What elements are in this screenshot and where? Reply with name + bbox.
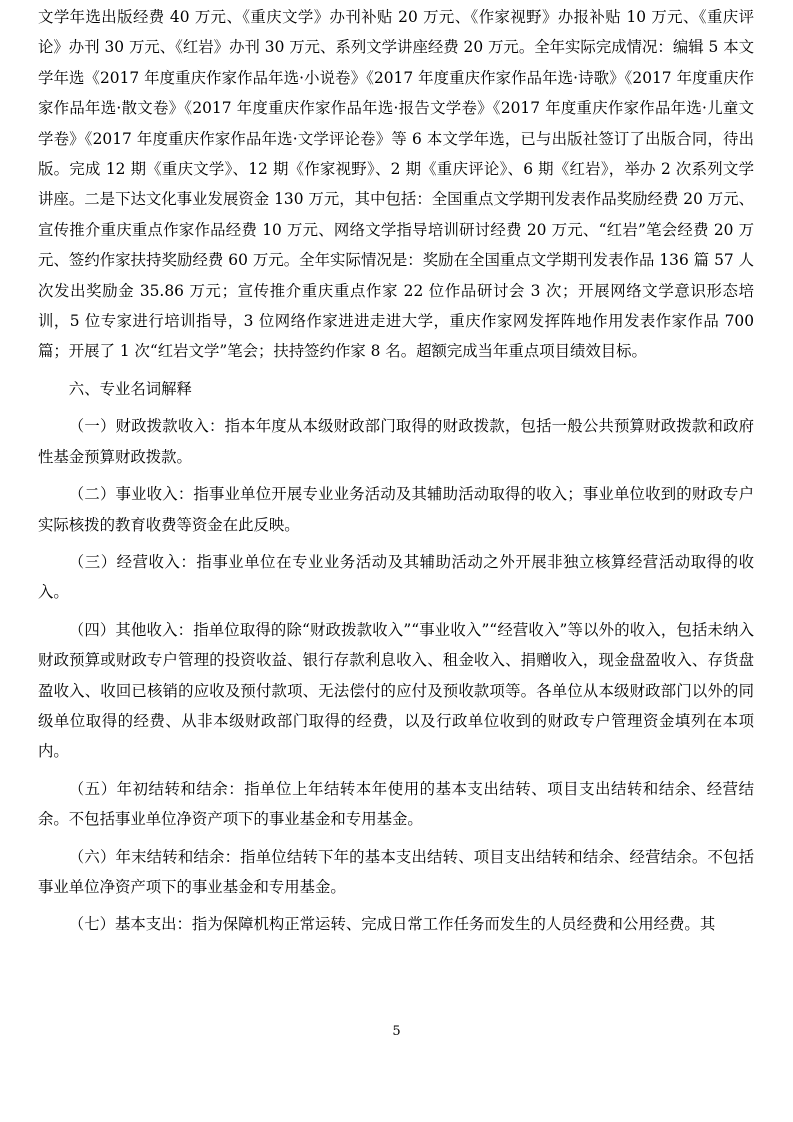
definition-paragraph-2: （二）事业收入：指事业单位开展专业业务活动及其辅助活动取得的收入；事业单位收到的财政专户实际核拨的教育收费等资金在此反映。: [38, 485, 754, 534]
definition-paragraph-3: （三）经营收入：指事业单位在专业业务活动及其辅助活动之外开展非独立核算经营活动取得的收入。: [38, 552, 754, 602]
continuation-paragraph: 文学年选出版经费 40 万元、《重庆文学》办刊补贴 20 万元、《作家视野》办报补贴 10 万元、《重庆评论》办刊 30 万元、《红岩》办刊 30 万元、系列文学讲座经费 20 万元。全年实际完成情况：编辑 5 本文学年选《2017 年度重庆作家作品年选·小说卷》《2017 年度重庆作家作品年选·诗歌》《2017 年度重庆作家作品年选·散文卷》《2017 年度重庆作家作品年选·报告文学卷》《2017 年度重庆作家作品年选·儿童文学卷》《2017 年度重庆作家作品年选·文学评论卷》等 6 本文学年选，已与出版社签订了出版合同，待出版。完成 12 期《重庆文学》、12 期《作家视野》、2 期《重庆评论》、6 期《红岩》，举办 2 次系列文学讲座。二是下达文化事业发展资金 130 万元，其中包括：全国重点文学期刊发表作品奖励经费 20 万元、宣传推介重庆重点作家作品经费 10 万元、网络文学指导培训研讨经费 20 万元、“红岩”笔会经费 20 万元、签约作家扶持奖励经费 60 万元。全年实际情况是：奖励在全国重点文学期刊发表作品 136 篇 57 人次发出奖励金 35.86 万元；宣传推介重庆重点作家 22 位作品研讨会 3 次；开展网络文学意识形态培训，5 位专家进行培训指导，3 位网络作家进进走进大学，重庆作家网发挥阵地作用发表作家作品 700 篇；开展了 1 次“红岩文学”笔会；扶持签约作家 8 名。超额完成当年重点项目绩效目标。: [38, 8, 754, 361]
definition-paragraph-7: （七）基本支出：指为保障机构正常运转、完成日常工作任务而发生的人员经费和公用经费。其: [68, 915, 716, 934]
page-number: 5: [392, 1024, 401, 1039]
definition-paragraph-1: （一）财政拨款收入：指本年度从本级财政部门取得的财政拨款，包括一般公共预算财政拨款和政府性基金预算财政拨款。: [38, 417, 754, 466]
section-heading: 六、专业名词解释: [68, 379, 192, 398]
document-body: [38, 2, 754, 947]
definition-paragraph-5: （五）年初结转和结余：指单位上年结转本年使用的基本支出结转、项目支出结转和结余、经营结余。不包括事业单位净资产项下的事业基金和专用基金。: [38, 779, 754, 829]
definition-paragraph-4: （四）其他收入：指单位取得的除“财政拨款收入”“事业收入”“经营收入”等以外的收入，包括未纳入财政预算或财政专户管理的投资收益、银行存款利息收入、租金收入、捐赠收入，现金盘盈收入、存货盘盈收入、收回已核销的应收及预付款项、无法偿付的应付及预收款项等。各单位从本级财政部门以外的同级单位取得的经费、从非本级财政部门取得的经费，以及行政单位收到的财政专户管理资金填列在本项内。: [38, 620, 754, 761]
definition-paragraph-6: （六）年末结转和结余：指单位结转下年的基本支出结转、项目支出结转和结余、经营结余。不包括事业单位净资产项下的事业基金和专用基金。: [38, 847, 754, 896]
